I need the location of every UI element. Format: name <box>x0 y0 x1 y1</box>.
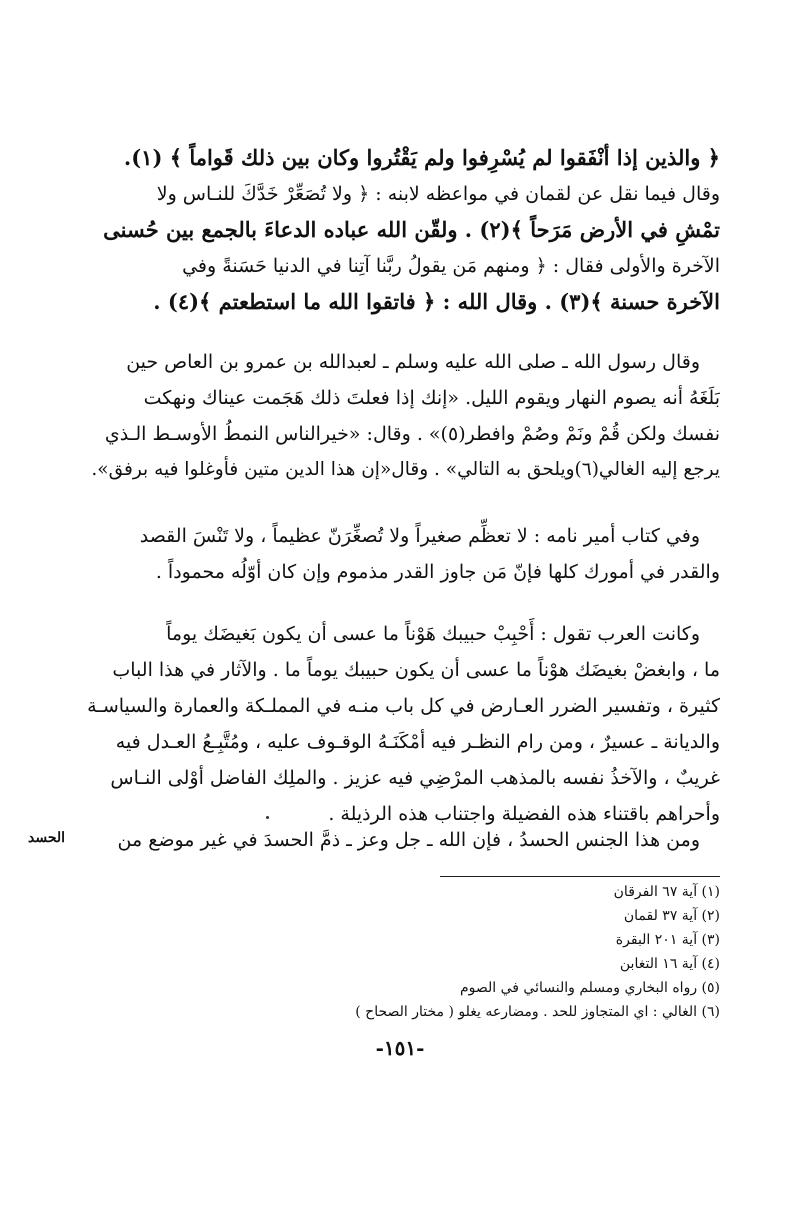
text-line: وقال فيما نقل عن لقمان في مواعظه لابنه : ﴿ ولا تُصَعِّرْ خَدَّكَ للنـاس ولا <box>156 183 720 205</box>
text-line: ﴿ والذين إذا أنْفَقوا لم يُسْرِفوا ولم يَقْتُروا وكان بين ذلك قَواماً ﴾ (١). <box>123 145 720 170</box>
text-line: وأحراهم باقتناء هذه الفضيلة واجتناب هذه الرذيلة . <box>328 803 720 825</box>
text-line: والقدر في أمورك كلها فإنّ مَن جاوز القدر مذموم وإن كان أوّلُه محموداً . <box>155 561 720 583</box>
text-line: بَلَغَهُ أنه يصوم النهار ويقوم الليل. «إنك إذا فعلتَ ذلك هَجَمت عيناك ونهكت <box>143 387 720 409</box>
text-line: والديانة ـ عسيرٌ ، ومن رام النظـر فيه أمْكَنَـهُ الوقـوف عليه ، ومُتَّبِـعُ العـدل فيه <box>115 731 720 753</box>
margin-note: الحسد <box>28 830 66 846</box>
text-line: يرجع إليه الغالي(٦)ويلحق به التالي» . وقال«إن هذا الدين متين فأوغلوا فيه برفق». <box>91 459 720 480</box>
text-line: ومن هذا الجنس الحسدُ ، فإن الله ـ جل وعز ـ ذمَّ الحسدَ في غير موضع من <box>117 829 700 851</box>
paragraph-arab-saying <box>80 616 720 832</box>
text-line: وفي كتاب أمير نامه : لا تعظِّم صغيراً ولا تُصغِّرَنّ عظيماً ، ولا تَنْسَ القصد <box>139 525 700 547</box>
text-line: كثيرة ، وتفسير الضرر العـارض في كل باب منـه في المملـكة والعمارة والسياسـة <box>87 695 720 717</box>
ink-dot <box>266 816 269 819</box>
text-line: الآخرة حسنة ﴾(٣) . وقال الله : ﴿ فاتقوا الله ما استطعتم ﴾(٤) . <box>153 289 720 314</box>
footnote: (٣) آية ٢٠١ البقرة <box>615 932 720 948</box>
paragraph-amir-nameh <box>80 518 720 590</box>
page-number: -١٥١- <box>375 1036 425 1060</box>
footnote: (٦) الغالي : اي المتجاوز للحد . ومضارعه يغلو ( مختار الصحاح ) <box>355 1004 720 1020</box>
text-line: الآخرة والأولى فقال : ﴿ ومنهم مَن يقولُ ربَّنا آتِنا في الدنيا حَسَنةً وفي <box>182 255 720 277</box>
text-line: غريبٌ ، والآخذُ نفسه بالمذهب المرْضِي فيه عزيز . والملِك الفاضل أوْلى النـاس <box>110 767 720 789</box>
text-line: وقال رسول الله ـ صلى الله عليه وسلم ـ لعبدالله بن عمرو بن العاص حين <box>126 351 700 373</box>
footnote: (٢) آية ٣٧ لقمان <box>623 908 720 924</box>
footnote: (١) آية ٦٧ الفرقان <box>613 884 720 900</box>
footnote-divider <box>440 876 720 877</box>
text-line: ما ، وابغضْ بغيضَك هوْناً ما عسى أن يكون حبيبك يوماً ما . والآثار في هذا الباب <box>112 659 720 681</box>
text-line: وكانت العرب تقول : أَحْبِبْ حبيبك هَوْناً ما عسى أن يكون بَغيضَك يوماً <box>166 623 700 645</box>
paragraph-quran-verses <box>80 140 720 320</box>
paragraph-envy <box>80 822 720 858</box>
footnotes <box>300 880 720 1024</box>
footnote: (٥) رواه البخاري ومسلم والنسائي في الصوم <box>459 980 720 996</box>
footnote: (٤) آية ١٦ التغابن <box>619 956 720 972</box>
text-line: تمْشِ في الأرض مَرَحاً ﴾(٢) . ولقّن الله عباده الدعاءَ بالجمع بين حُسنى <box>103 217 720 242</box>
paragraph-hadith <box>80 344 720 488</box>
text-line: نفسك ولكن قُمْ ونَمْ وصُمْ وافطر(٥)» . وقال: «خيرالناس النمطُ الأوسـط الـذي <box>104 423 720 445</box>
